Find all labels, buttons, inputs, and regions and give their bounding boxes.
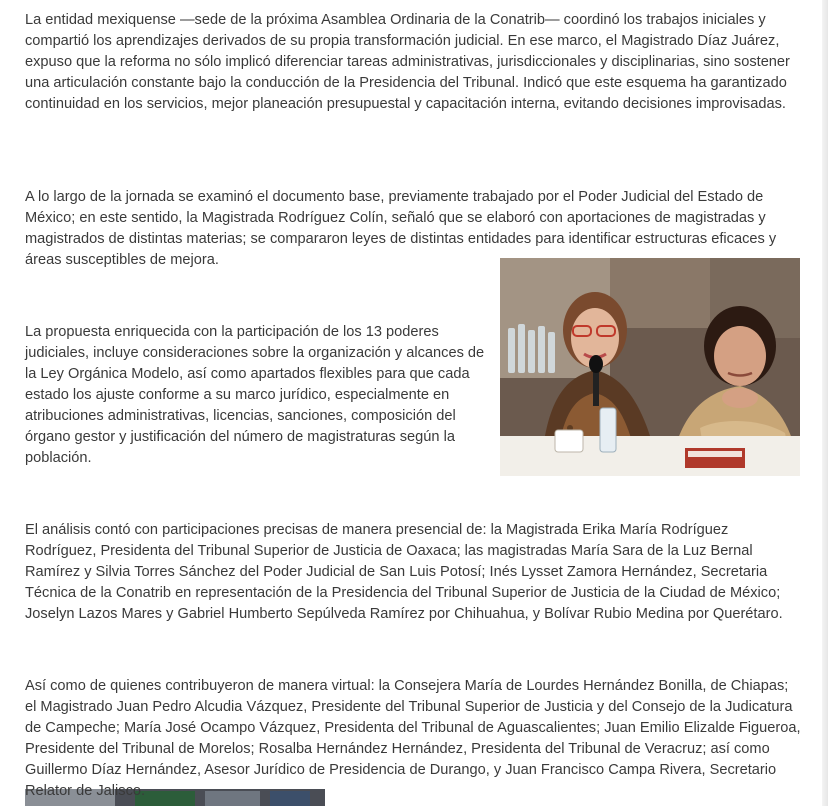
article-paragraph: A lo largo de la jornada se examinó el documento base, previamente trabajado por el Poder Judicial del Estado de México; en este sentido, la Magistrada Rodríguez Colín, señaló que se elaboró con aportaciones de magistradas y magistrados de distintas materias; se compararon leyes de distintas entidades para identificar estructuras eficaces y áreas susceptibles de mejora. [25,189,777,268]
meeting-photo [500,258,800,476]
article-paragraph: El análisis contó con participaciones precisas de manera presencial de: la Magistrada Erika María Rodríguez Rodríguez, Presidenta del Tribunal Superior de Justicia de Oaxaca; las magistradas María Sara de la Luz Bernal Ramírez y Silvia Torres Sánchez del Poder Judicial de San Luis Potosí; Inés Lysset Zamora Hernández, Secretaria Técnica de la Conatrib en representación de la Presidencia del Tribunal Superior de Justicia de la Ciudad de México; Joselyn Lazos Mares y Gabriel Humberto Sepúlveda Ramírez por Chihuahua, y Bolívar Rubio Medina por Querétaro. [25,522,783,622]
article-paragraph: La propuesta enriquecida con la participación de los 13 poderes judiciales, incluye consideraciones sobre la organización y alcances de la Ley Orgánica Modelo, así como apartados flexibles para que cada estado los ajuste conforme a su marco jurídico, especialmente en atribuciones administrativas, licencias, sanciones, composición del órgano gestor y justificación del número de magistraturas según la población. [25,324,485,466]
article-paragraph: Así como de quienes contribuyeron de manera virtual: la Consejera María de Lourdes Hernández Bonilla, de Chiapas; el Magistrado Juan Pedro Alcudia Vázquez, Presidente del Tribunal Superior de Justicia y del Consejo de la Judicatura de Campeche; María José Ocampo Vázquez, Presidenta del Tribunal de Aguascalientes; Juan Emilio Elizalde Figueroa, Presidente del Tribunal de Morelos; Rosalba Hernández Hernández, Presidenta del Tribunal de Veracruz; así como Guillermo Díaz Hernández, Asesor Jurídico de Presidencia de Durango, y Juan Francisco Campa Rivera, Secretario Relator de Jalisco. [25,678,801,799]
page-edge-shadow [822,0,828,806]
article-paragraph: La entidad mexiquense —sede de la próxima Asamblea Ordinaria de la Conatrib— coordinó los trabajos iniciales y compartió los aprendizajes derivados de su propia transformación judicial. En ese marco, el Magistrado Díaz Juárez, expuso que la reforma no sólo implicó diferenciar tareas administrativas, jurisdiccionales y disciplinarias, sino sostener una articulación constante bajo la conducción de la Presidencia del Tribunal. Indicó que este esquema ha garantizado continuidad en los servicios, mejor planeación presupuestal y capacitación interna, evitando decisiones improvisadas. [25,12,790,112]
